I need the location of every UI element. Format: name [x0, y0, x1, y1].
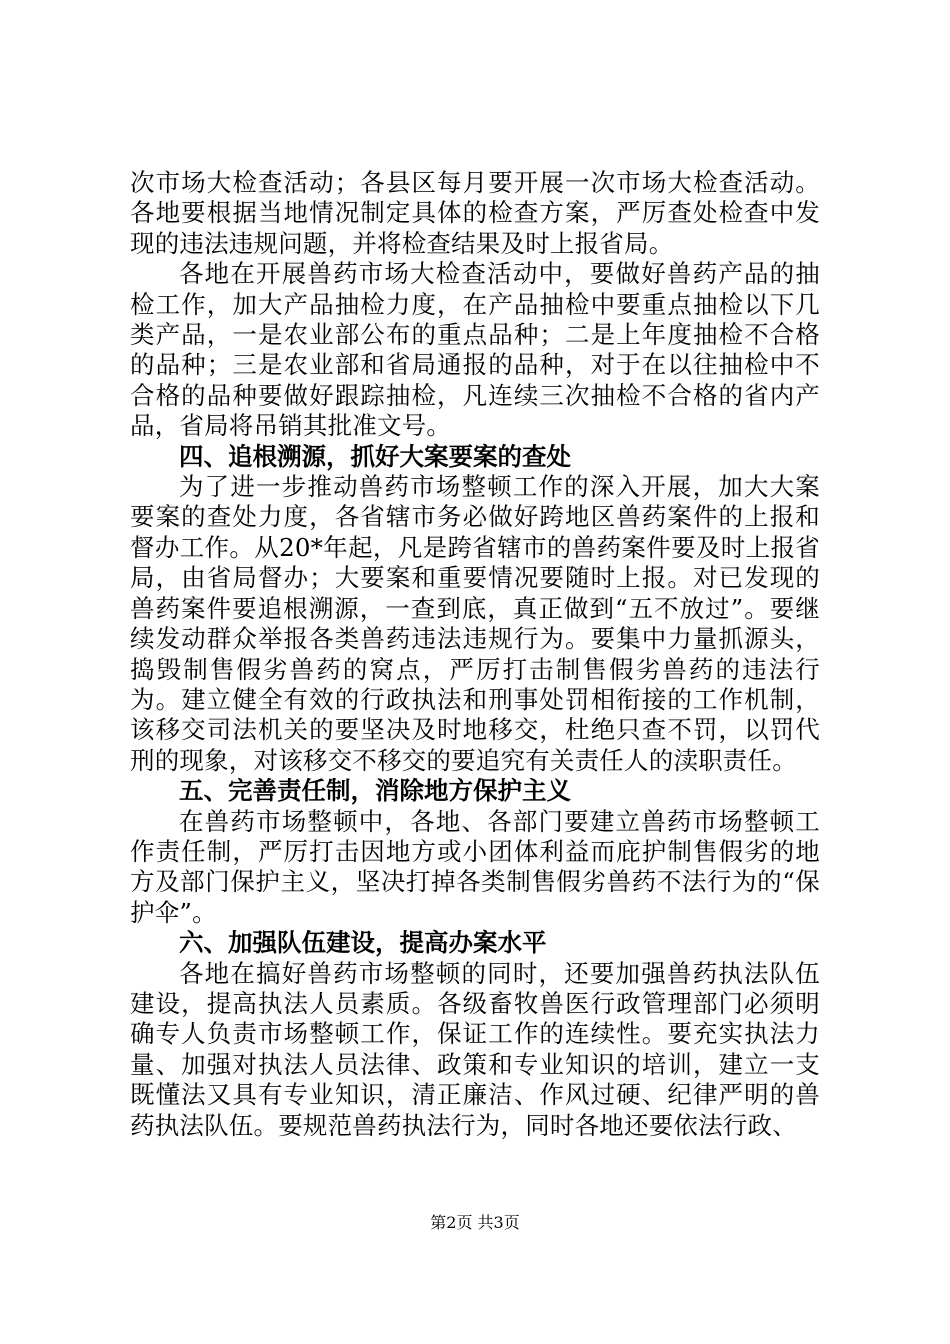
- section-heading-5: 五、完善责任制，消除地方保护主义: [179, 776, 571, 806]
- paragraph-4: 在兽药市场整顿中，各地、各部门要建立兽药市场整顿工作责任制，严厉打击因地方或小团体利益而庇护制售假劣的地方及部门保护主义，坚决打掉各类制售假劣兽药不法行为的“保护伞”。: [130, 806, 820, 927]
- document-body: [130, 168, 820, 1141]
- paragraph-1: 次市场大检查活动；各县区每月要开展一次市场大检查活动。各地要根据当地情况制定具体的检查方案，严厉查处检查中发现的违法违规问题，并将检查结果及时上报省局。: [130, 168, 820, 258]
- section-heading-6: 六、加强队伍建设，提高办案水平: [179, 928, 547, 958]
- paragraph-5: 各地在搞好兽药市场整顿的同时，还要加强兽药执法队伍建设，提高执法人员素质。各级畜牧兽医行政管理部门必须明确专人负责市场整顿工作，保证工作的连续性。要充实执法力量、加强对执法人员法律、政策和专业知识的培训，建立一支既懂法又具有专业知识，清正廉洁、作风过硬、纪律严明的兽药执法队伍。要规范兽药执法行为，同时各地还要依法行政、: [130, 958, 820, 1140]
- page-footer: 第2页 共3页: [430, 1213, 520, 1232]
- section-heading-4: 四、追根溯源，抓好大案要案的查处: [179, 441, 571, 471]
- paragraph-3: 为了进一步推动兽药市场整顿工作的深入开展，加大大案要案的查处力度，各省辖市务必做好跨地区兽药案件的上报和督办工作。从20*年起，凡是跨省辖市的兽药案件要及时上报省局，由省局督办；大要案和重要情况要随时上报。对已发现的兽药案件要追根溯源，一查到底，真正做到“五不放过”。要继续发动群众举报各类兽药违法违规行为。要集中力量抓源头，捣毁制售假劣兽药的窝点，严厉打击制售假劣兽药的违法行为。建立健全有效的行政执法和刑事处罚相衔接的工作机制，该移交司法机关的要坚决及时地移交，杜绝只查不罚，以罚代刑的现象，对该移交不移交的要追究有关责任人的渎职责任。: [130, 472, 820, 775]
- paragraph-2: 各地在开展兽药市场大检查活动中，要做好兽药产品的抽检工作，加大产品抽检力度，在产品抽检中要重点抽检以下几类产品，一是农业部公布的重点品种；二是上年度抽检不合格的品种；三是农业部和省局通报的品种，对于在以往抽检中不合格的品种要做好跟踪抽检，凡连续三次抽检不合格的省内产品，省局将吊销其批准文号。: [130, 259, 820, 441]
